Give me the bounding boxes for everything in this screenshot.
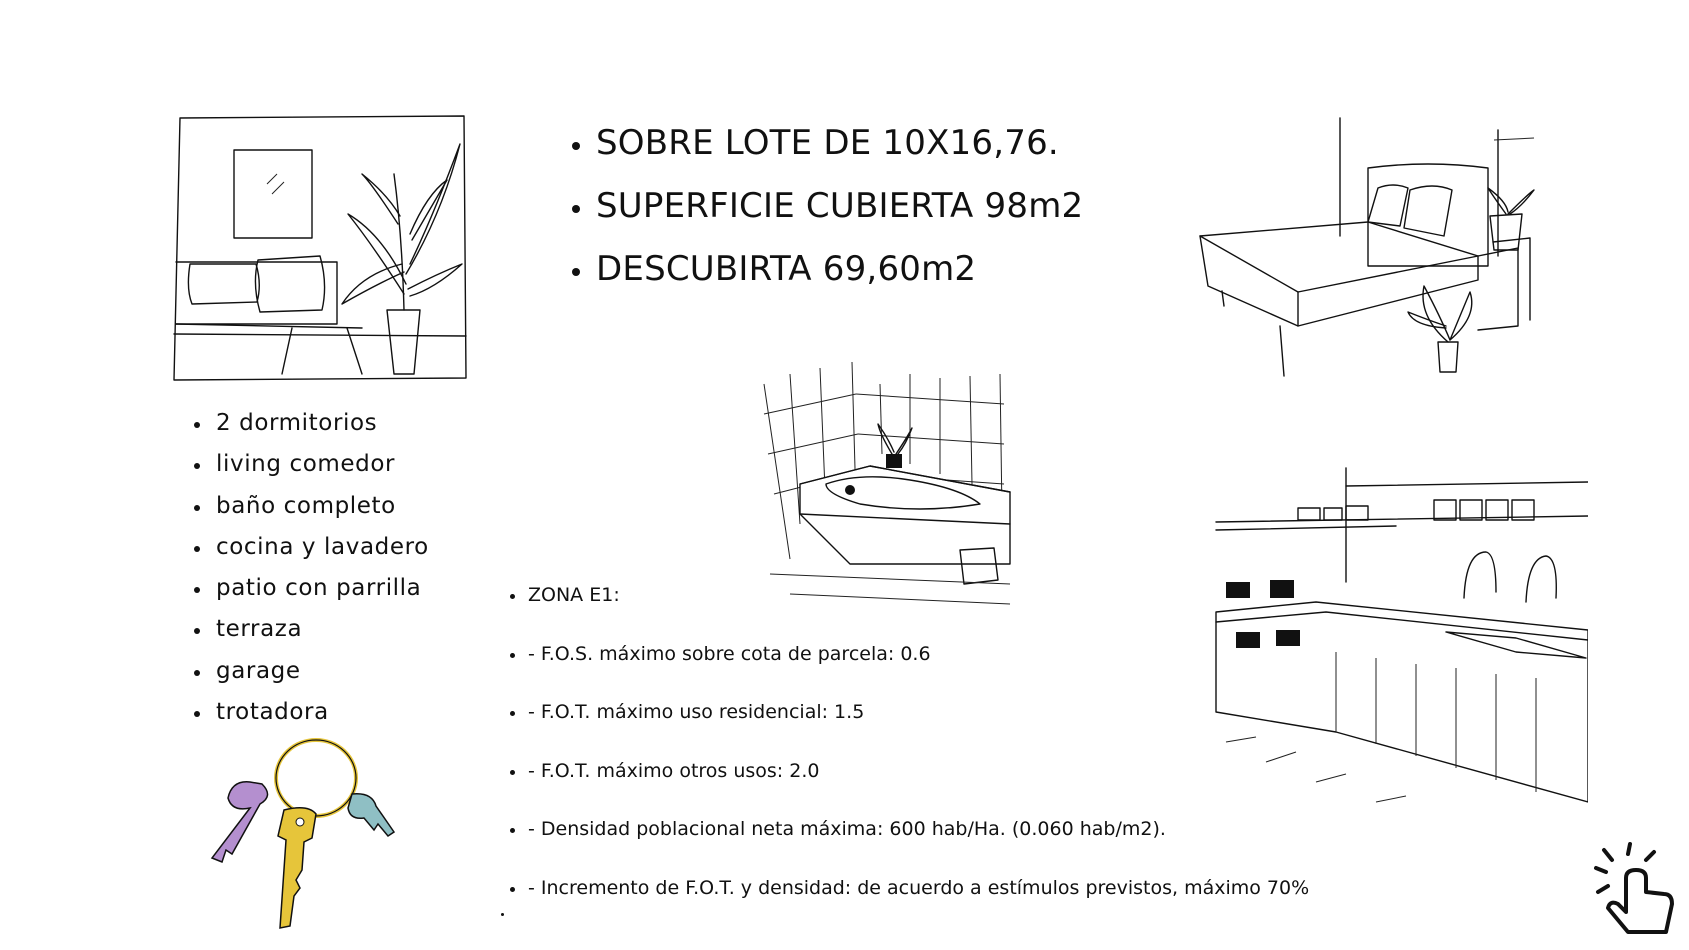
headline-item: SUPERFICIE CUBIERTA 98m2 bbox=[572, 175, 1083, 238]
click-hand-icon bbox=[1586, 842, 1686, 942]
zoning-item: - F.O.T. máximo otros usos: 2.0 bbox=[510, 759, 1309, 784]
room-item: living comedor bbox=[194, 444, 429, 485]
room-item: patio con parrilla bbox=[194, 568, 429, 609]
zoning-item: ZONA E1: bbox=[510, 583, 1309, 608]
room-item: trotadora bbox=[194, 692, 429, 733]
zoning-item: - Densidad poblacional neta máxima: 600 hab/Ha. (0.060 hab/m2). bbox=[510, 817, 1309, 842]
keys-icon bbox=[192, 730, 412, 930]
stray-bullet-dot bbox=[501, 913, 504, 916]
room-item: cocina y lavadero bbox=[194, 527, 429, 568]
room-item: 2 dormitorios bbox=[194, 403, 429, 444]
zoning-item: - F.O.T. máximo uso residencial: 1.5 bbox=[510, 700, 1309, 725]
living-room-illustration bbox=[172, 114, 472, 382]
zoning-item: - F.O.S. máximo sobre cota de parcela: 0.6 bbox=[510, 642, 1309, 667]
rooms-list bbox=[194, 403, 429, 733]
room-item: terraza bbox=[194, 609, 429, 650]
room-item: baño completo bbox=[194, 486, 429, 527]
headline-list bbox=[572, 112, 1083, 301]
zoning-item: - Incremento de F.O.T. y densidad: de acuerdo a estímulos previstos, máximo 70% bbox=[510, 876, 1309, 901]
headline-item: DESCUBIRTA 69,60m2 bbox=[572, 238, 1083, 301]
bedroom-illustration bbox=[1188, 116, 1548, 378]
room-item: garage bbox=[194, 651, 429, 692]
bathroom-illustration bbox=[760, 354, 1020, 614]
headline-item: SOBRE LOTE DE 10X16,76. bbox=[572, 112, 1083, 175]
zoning-list bbox=[510, 583, 1309, 934]
